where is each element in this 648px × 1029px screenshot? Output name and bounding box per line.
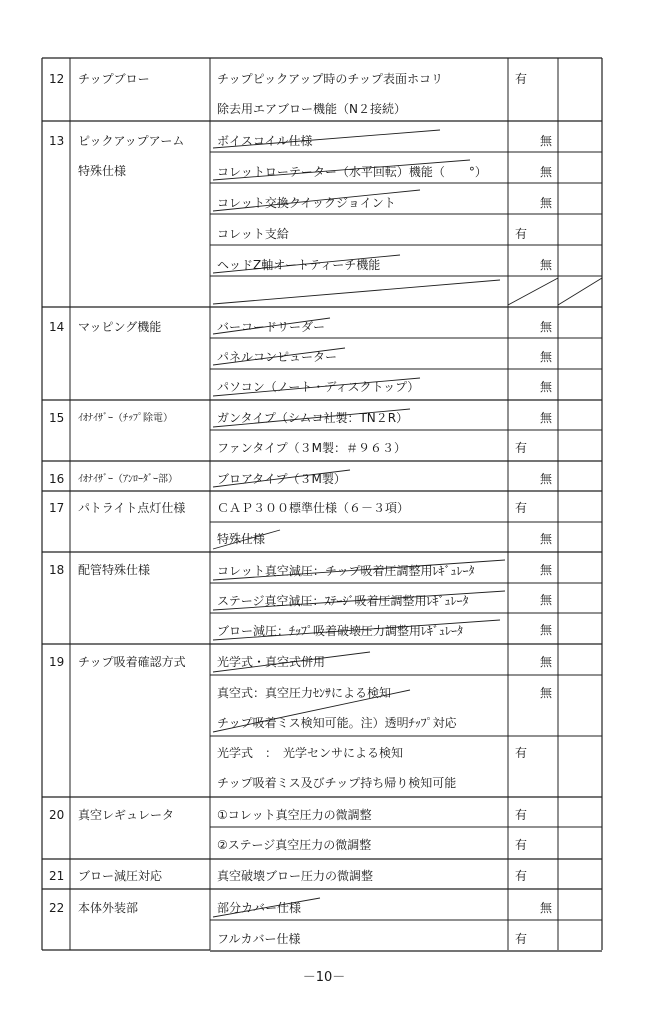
row-18-category: 配管特殊仕様	[78, 563, 151, 577]
row-14-item-1-mark: 無	[540, 320, 553, 334]
row-13-item-1-mark: 無	[540, 134, 553, 148]
row-13-category: ピックアップアーム	[78, 134, 185, 148]
row-13-item-5-mark: 無	[540, 258, 553, 272]
row-12-item-1: チップピックアップ時のチップ表面ホコリ	[217, 72, 443, 86]
row-19-item-1: 光学式・真空式併用	[217, 655, 326, 669]
row-14-item-3: パソコン（ノート・ディスクトップ）	[217, 380, 420, 394]
row-20-item-1: ①コレット真空圧力の微調整	[217, 808, 372, 822]
row-17-item-1-mark: 有	[515, 501, 528, 515]
row-14-item-1: バーコードリーダー	[217, 320, 326, 334]
row-14-item-3-mark: 無	[540, 380, 553, 394]
row-17-item-2-mark: 無	[540, 532, 553, 546]
row-16-category: ｲｵﾅｲｻﾞｰ（ｱﾝﾛｰﾀﾞｰ部）	[78, 474, 178, 485]
row-13-item-3: コレット交換クイックジョイント	[217, 196, 396, 210]
row-20-number: 20	[49, 808, 65, 822]
row-18-item-1: コレット真空減圧：チップ吸着圧調整用ﾚｷﾞｭﾚｰﾀ	[217, 564, 475, 578]
row-16-number: 16	[49, 472, 65, 486]
row-19-item-2-line-2: チップ吸着ミス検知可能。注）透明ﾁｯﾌﾟ対応	[217, 716, 457, 730]
row-20-item-1-mark: 有	[515, 808, 528, 822]
row-20-category: 真空レギュレータ	[78, 808, 175, 822]
row-17-number: 17	[49, 501, 65, 515]
row-12-item-1-mark: 有	[515, 72, 528, 86]
row-21-number: 21	[49, 869, 65, 883]
row-19-item-3: 光学式 ： 光学センサによる検知	[217, 746, 404, 760]
row-17-category: パトライト点灯仕様	[78, 501, 186, 515]
row-15-item-1: ガンタイプ（シムコ社製：TN２R）	[217, 411, 409, 425]
row-22-item-1: 部分カバー仕様	[217, 901, 302, 915]
row-20-item-2-mark: 有	[515, 838, 528, 852]
row-15-category: ｲｵﾅｲｻﾞｰ（ﾁｯﾌﾟ除電）	[78, 413, 173, 424]
page-number: －10－	[302, 970, 346, 985]
row-18-item-3: ブロー減圧：ﾁｯﾌﾟ吸着破壊圧力調整用ﾚｷﾞｭﾚｰﾀ	[217, 624, 464, 638]
row-15-item-2-mark: 有	[515, 441, 528, 455]
row-13-number: 13	[49, 134, 65, 148]
row-19-item-2-mark: 無	[540, 686, 553, 700]
row-14-item-2-mark: 無	[540, 350, 553, 364]
row-15-item-1-mark: 無	[540, 411, 553, 425]
row-19-category: チップ吸着確認方式	[78, 655, 186, 669]
row-14-category: マッピング機能	[78, 320, 162, 334]
row-18-item-2-mark: 無	[540, 593, 553, 607]
row-17-item-2: 特殊仕様	[217, 532, 266, 546]
row-21-item-1: 真空破壊ブロー圧力の微調整	[217, 869, 374, 883]
row-13-item-4-mark: 有	[515, 227, 528, 241]
row-18-item-1-mark: 無	[540, 563, 553, 577]
row-22-number: 22	[49, 901, 65, 915]
row-14-number: 14	[49, 320, 65, 334]
strike-line	[213, 280, 500, 304]
row-19-item-3-mark: 有	[515, 746, 528, 760]
row-22-item-1-mark: 無	[540, 901, 553, 915]
empty-cell-cross	[558, 278, 602, 305]
row-16-item-1-mark: 無	[540, 472, 553, 486]
row-22-category: 本体外装部	[78, 901, 139, 915]
row-13-item-3-mark: 無	[540, 196, 553, 210]
row-15-item-2: ファンタイプ（３M製：＃９６３）	[217, 441, 407, 455]
empty-cell-cross	[508, 278, 558, 305]
row-22-item-2: フルカバー仕様	[217, 932, 301, 946]
row-13-item-2-mark: 無	[540, 165, 553, 179]
row-17-item-1: ＣＡＰ３００標準仕様（６－３項）	[217, 501, 410, 515]
row-21-item-1-mark: 有	[515, 869, 528, 883]
row-13-item-1: ボイスコイル仕様	[217, 134, 313, 148]
row-12-category: チップブロー	[78, 72, 150, 86]
row-18-item-3-mark: 無	[540, 623, 553, 637]
row-12-item-2: 除去用エアブロー機能（N２接続）	[217, 102, 406, 116]
row-13-item-4: コレット支給	[217, 227, 289, 241]
row-18-item-2: ステージ真空減圧：ｽﾃｰｼﾞ吸着圧調整用ﾚｷﾞｭﾚｰﾀ	[217, 594, 469, 608]
row-14-item-2: パネルコンピューター	[217, 350, 338, 364]
row-18-number: 18	[49, 563, 65, 577]
row-13-category-line-2: 特殊仕様	[78, 164, 127, 178]
row-19-item-2: 真空式：真空圧力ｾﾝｻによる検知	[217, 686, 392, 700]
row-16-item-1: ブロアタイプ（３M製）	[217, 472, 346, 486]
row-19-number: 19	[49, 655, 65, 669]
row-12-number: 12	[49, 72, 65, 86]
row-21-category: ブロー減圧対応	[78, 869, 163, 883]
row-13-item-2: コレットローテーター（水平回転）機能（ °）	[217, 165, 487, 179]
row-19-item-1-mark: 無	[540, 655, 553, 669]
row-13-item-5: ヘッドZ軸オートティーチ機能	[217, 258, 381, 272]
row-22-item-2-mark: 有	[515, 932, 528, 946]
row-20-item-2: ②ステージ真空圧力の微調整	[217, 838, 372, 852]
row-19-item-3-line-2: チップ吸着ミス及びチップ持ち帰り検知可能	[217, 776, 457, 790]
row-15-number: 15	[49, 411, 65, 425]
